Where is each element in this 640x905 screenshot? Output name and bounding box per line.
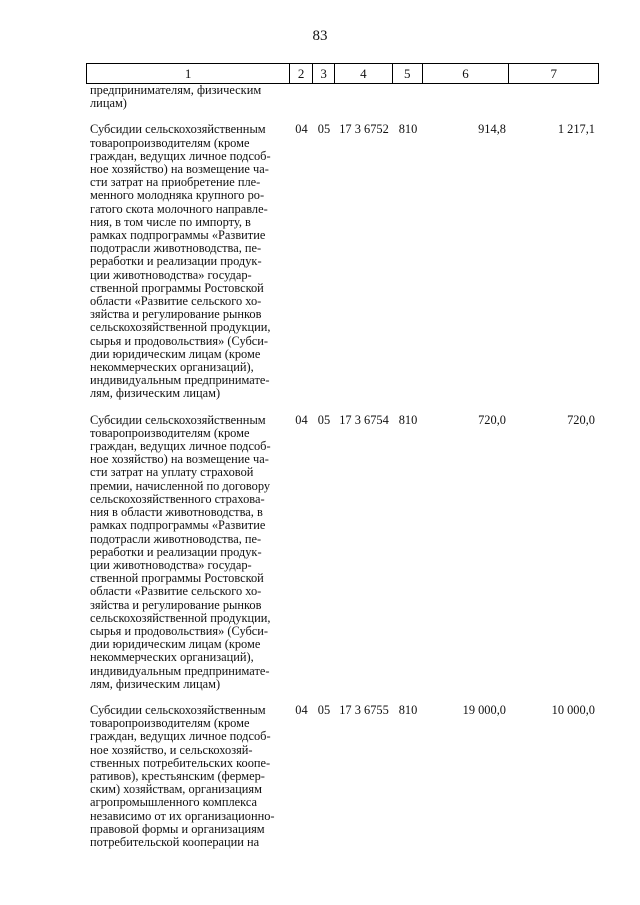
expense-type-code: 810: [398, 122, 418, 137]
description-line: ции животноводства» государ-: [90, 557, 252, 572]
description-line: некоммерческих организаций),: [90, 650, 254, 665]
description-line: реработки и реализации продук-: [90, 254, 262, 269]
row-description: [90, 704, 286, 849]
description-line: сельскохозяйственного страхова-: [90, 491, 265, 506]
expense-type-code: 810: [398, 412, 418, 427]
description-line: индивидуальным предпринимате-: [90, 373, 270, 388]
description-line: лям, физическим лицам): [90, 676, 221, 691]
table-row: [86, 414, 599, 691]
description-line: Субсидии сельскохозяйственным: [90, 122, 266, 137]
description-line: граждан, ведущих личное подсоб-: [90, 439, 271, 454]
description-line: ственной программы Ростовской: [90, 280, 264, 295]
description-line: рамках подпрограммы «Развитие: [90, 228, 266, 243]
description-line: граждан, ведущих личное подсоб-: [90, 729, 271, 744]
description-line: независимо от их организационно-: [90, 808, 275, 823]
description-line: ственных потребительских коопе-: [90, 755, 271, 770]
description-line: правовой формы и организациям: [90, 821, 265, 836]
header-col-6: 6: [423, 64, 510, 83]
description-line: зяйства и регулирование рынков: [90, 307, 262, 322]
amount-year-1: 720,0: [478, 412, 506, 427]
table-row: [86, 123, 599, 400]
description-line: ное хозяйство, и сельскохозяй-: [90, 742, 253, 757]
description-line: сти затрат на приобретение пле-: [90, 175, 261, 190]
description-line: граждан, ведущих личное подсоб-: [90, 148, 271, 163]
description-line: товаропроизводителям (кроме: [90, 135, 250, 150]
description-line: индивидуальным предпринимате-: [90, 663, 270, 678]
header-col-1: 1: [87, 64, 290, 83]
table-rows: [86, 123, 599, 849]
description-line: потребительской кооперации на: [90, 834, 260, 849]
row-description: [90, 123, 286, 400]
description-line: сти затрат на уплату страховой: [90, 465, 254, 480]
subsection-code: 05: [317, 412, 331, 427]
table-row: [86, 704, 599, 849]
table-body: [86, 84, 599, 849]
target-article-code: 17 3 6752: [339, 122, 389, 137]
description-line: дии юридическим лицам (кроме: [90, 637, 261, 652]
header-col-2: 2: [290, 64, 313, 83]
page-number: 83: [312, 28, 328, 44]
description-line: сырья и продовольствия» (Субси-: [90, 623, 269, 638]
description-line: подотрасли животноводства, пе-: [90, 241, 262, 256]
continued-description: [90, 84, 286, 110]
description-line: некоммерческих организаций),: [90, 360, 254, 375]
description-line: лицам): [90, 96, 127, 111]
target-article-code: 17 3 6755: [339, 702, 389, 717]
description-line: ное хозяйство) на возмещение ча-: [90, 162, 269, 177]
description-line: менного молодняка крупного ро-: [90, 188, 265, 203]
amount-year-1: 914,8: [478, 122, 506, 137]
target-article-code: 17 3 6754: [339, 412, 389, 427]
header-col-5: 5: [393, 64, 423, 83]
description-line: ским) хозяйствам, организациям: [90, 782, 262, 797]
description-line: лям, физическим лицам): [90, 386, 221, 401]
description-line: предпринимателям, физическим: [90, 83, 262, 97]
description-line: агропромышленного комплекса: [90, 795, 258, 810]
description-line: ственной программы Ростовской: [90, 571, 264, 586]
description-line: сырья и продовольствия» (Субси-: [90, 333, 269, 348]
description-line: гатого скота молочного направле-: [90, 201, 268, 216]
description-line: дии юридическим лицам (кроме: [90, 346, 261, 361]
description-line: товаропроизводителям (кроме: [90, 716, 250, 731]
section-code: 04: [295, 412, 308, 427]
description-line: области «Развитие сельского хо-: [90, 584, 262, 599]
amount-year-2: 10 000,0: [551, 702, 595, 717]
subsection-code: 05: [317, 702, 331, 717]
description-line: зяйства и регулирование рынков: [90, 597, 262, 612]
header-col-4: 4: [335, 64, 393, 83]
amount-year-2: 720,0: [567, 412, 595, 427]
section-code: 04: [295, 122, 308, 137]
description-line: товаропроизводителям (кроме: [90, 425, 250, 440]
subsection-code: 05: [317, 122, 331, 137]
row-description: [90, 414, 286, 691]
description-line: Субсидии сельскохозяйственным: [90, 702, 266, 717]
description-line: ния в области животноводства, в: [90, 505, 263, 520]
amount-year-2: 1 217,1: [557, 122, 595, 137]
description-line: Субсидии сельскохозяйственным: [90, 412, 266, 427]
description-line: ния, в том числе по импорту, в: [90, 214, 251, 229]
expense-type-code: 810: [398, 702, 418, 717]
description-line: области «Развитие сельского хо-: [90, 294, 262, 309]
header-col-3: 3: [313, 64, 335, 83]
description-line: реработки и реализации продук-: [90, 544, 262, 559]
header-col-7: 7: [550, 65, 557, 81]
description-line: ции животноводства» государ-: [90, 267, 252, 282]
description-line: премии, начисленной по договору: [90, 478, 271, 493]
description-line: сельскохозяйственной продукции,: [90, 320, 271, 335]
description-line: ное хозяйство) на возмещение ча-: [90, 452, 269, 467]
description-line: рамках подпрограммы «Развитие: [90, 518, 266, 533]
amount-year-1: 19 000,0: [462, 702, 506, 717]
description-line: ративов), крестьянским (фермер-: [90, 768, 265, 783]
table-header: [86, 63, 599, 84]
description-line: подотрасли животноводства, пе-: [90, 531, 262, 546]
section-code: 04: [295, 702, 308, 717]
description-line: сельскохозяйственной продукции,: [90, 610, 271, 625]
